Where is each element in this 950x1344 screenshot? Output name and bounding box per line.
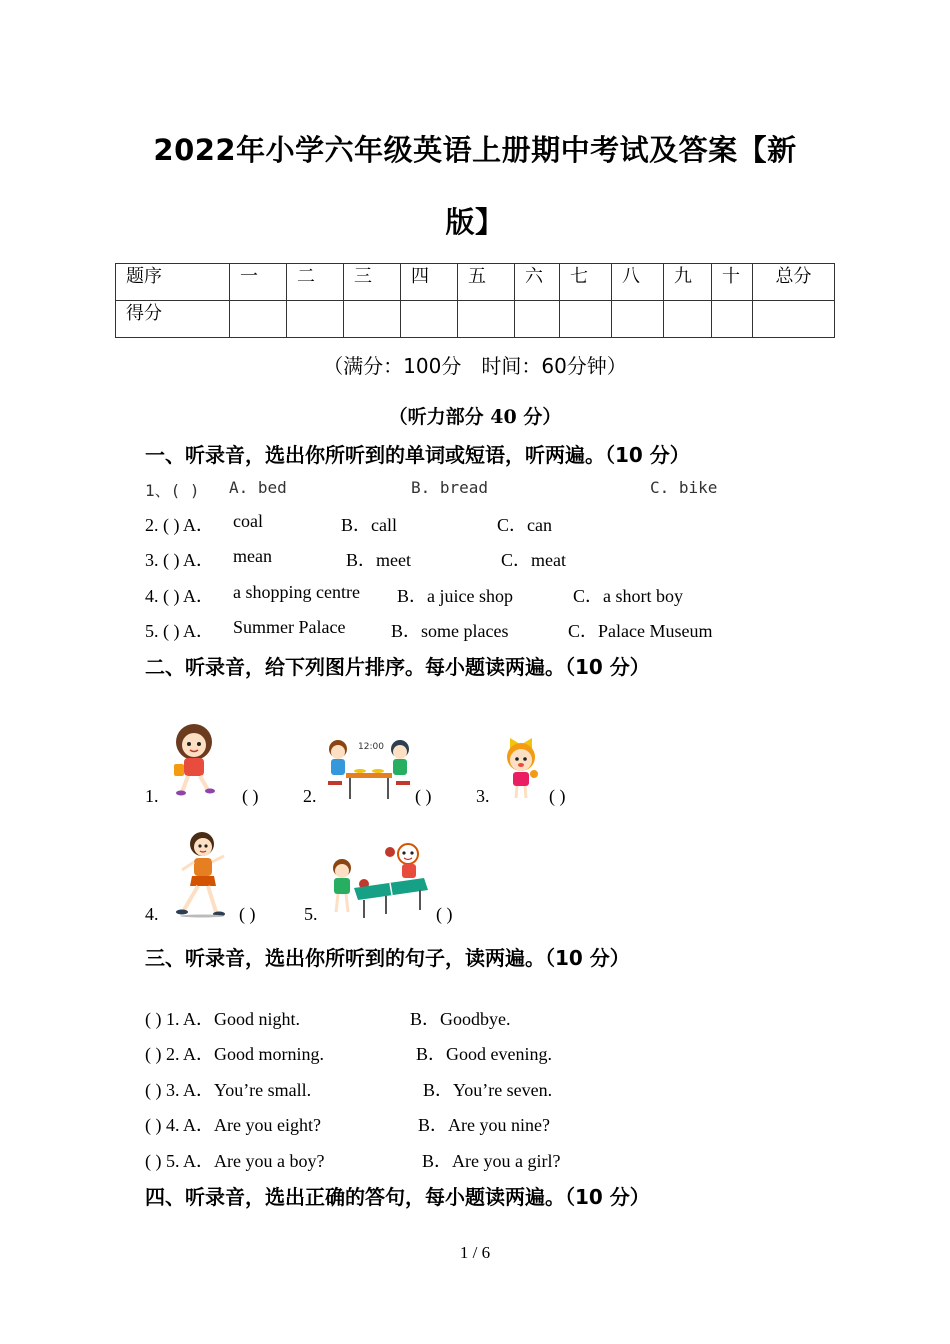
document-title-line1: 2022年小学六年级英语上册期中考试及答案【新 (153, 133, 797, 167)
option-b: B．Good evening. (416, 1044, 552, 1064)
sec3-question-2 (145, 1040, 552, 1066)
answer-paren-5[interactable]: ( ) (436, 904, 453, 924)
score-cell-1: 一 (230, 264, 287, 301)
score-blank[interactable] (287, 301, 344, 338)
score-cell-3: 三 (344, 264, 401, 301)
question-number: 1、( ) (145, 481, 200, 500)
option-b: B．some places (391, 621, 509, 641)
sec3-question-4 (145, 1111, 550, 1137)
section-3-heading: 三、听录音，选出你所听到的句子，读两遍。（10 分） (145, 946, 630, 970)
score-cell-6: 六 (515, 264, 560, 301)
score-cell-9: 九 (664, 264, 712, 301)
score-cell-total: 总分 (753, 264, 835, 301)
exam-subtitle: （满分：100分 时间：60分钟） (323, 354, 627, 378)
score-blank[interactable] (344, 301, 401, 338)
option-a: coal (233, 511, 263, 531)
option-b: B．call (341, 515, 397, 535)
pic-label-1: 1. (145, 786, 159, 806)
option-c: C. bike (650, 478, 718, 497)
option-b: B．Are you nine? (418, 1115, 550, 1135)
section-4-heading: 四、听录音，选出正确的答句，每小题读两遍。（10 分） (145, 1185, 650, 1209)
score-blank[interactable] (230, 301, 287, 338)
section-1-heading: 一、听录音，选出你所听到的单词或短语，听两遍。（10 分） (145, 443, 690, 467)
answer-paren-4[interactable]: ( ) (239, 904, 256, 924)
pic-label-3: 3. (476, 786, 490, 806)
question-number: 4. ( ) A． (145, 586, 214, 606)
option-b: B．You’re seven. (423, 1080, 553, 1100)
answer-paren-2[interactable]: ( ) (415, 786, 432, 806)
pic-label-4: 4. (145, 904, 159, 924)
girl-running-picture (172, 830, 232, 918)
pic-label-5: 5. (304, 904, 318, 924)
girl-walking-picture (166, 722, 222, 796)
score-cell-2: 二 (287, 264, 344, 301)
option-b: B．meet (346, 550, 411, 570)
clock-text: 12:00 (358, 742, 384, 752)
question-stem: ( ) 4. A．Are you eight? (145, 1115, 321, 1135)
pic-label-2: 2. (303, 786, 317, 806)
sec1-question-5 (145, 617, 713, 643)
score-blank[interactable] (458, 301, 515, 338)
option-c: C．a short boy (573, 586, 683, 606)
option-c: C．can (497, 515, 552, 535)
question-stem: ( ) 3. A．You’re small. (145, 1080, 312, 1100)
option-a: Summer Palace (233, 617, 346, 637)
option-b: B．Are you a girl? (422, 1151, 561, 1171)
score-row-label: 得分 (116, 301, 230, 338)
section-2-heading: 二、听录音，给下列图片排序。每小题读两遍。（10 分） (145, 655, 650, 679)
question-stem: ( ) 1. A．Good night. (145, 1009, 300, 1029)
score-blank[interactable] (515, 301, 560, 338)
score-cell-8: 八 (612, 264, 664, 301)
score-blank[interactable] (612, 301, 664, 338)
girl-with-bow-picture (498, 732, 546, 802)
sec1-question-1 (145, 478, 718, 501)
sec3-question-5 (145, 1147, 561, 1173)
question-stem: ( ) 5. A．Are you a boy? (145, 1151, 325, 1171)
page-number: 1 / 6 (459, 1243, 491, 1262)
question-number: 5. ( ) A． (145, 621, 214, 641)
option-a: A. bed (229, 478, 287, 497)
sec1-question-4 (145, 582, 683, 608)
score-blank[interactable] (560, 301, 612, 338)
table-tennis-picture (324, 838, 434, 920)
option-a: mean (233, 546, 272, 566)
score-blank[interactable] (753, 301, 835, 338)
question-number: 3. ( ) A． (145, 550, 214, 570)
score-cell-7: 七 (560, 264, 612, 301)
question-stem: ( ) 2. A．Good morning. (145, 1044, 324, 1064)
score-blank[interactable] (401, 301, 458, 338)
lunch-time-picture (322, 735, 414, 801)
answer-paren-3[interactable]: ( ) (549, 786, 566, 806)
score-cell-label: 题序 (116, 264, 230, 301)
score-blank[interactable] (664, 301, 712, 338)
listening-part-title: （听力部分 40 分） (388, 406, 562, 428)
score-cell-4: 四 (401, 264, 458, 301)
sec3-question-1 (145, 1005, 511, 1031)
option-b: B．a juice shop (397, 586, 513, 606)
sec1-question-3 (145, 546, 566, 572)
score-table (115, 263, 835, 338)
option-c: C．meat (501, 550, 566, 570)
score-table-header-row (116, 264, 835, 301)
option-a: a shopping centre (233, 582, 360, 602)
option-c: C．Palace Museum (568, 621, 713, 641)
score-cell-10: 十 (712, 264, 753, 301)
sec1-question-2 (145, 511, 552, 537)
sec3-question-3 (145, 1076, 553, 1102)
answer-paren-1[interactable]: ( ) (242, 786, 259, 806)
document-title-line2: 版】 (445, 205, 505, 239)
option-b: B．Goodbye. (410, 1009, 511, 1029)
score-table-score-row (116, 301, 835, 338)
question-number: 2. ( ) A． (145, 515, 214, 535)
score-cell-5: 五 (458, 264, 515, 301)
score-blank[interactable] (712, 301, 753, 338)
option-b: B. bread (411, 478, 489, 497)
